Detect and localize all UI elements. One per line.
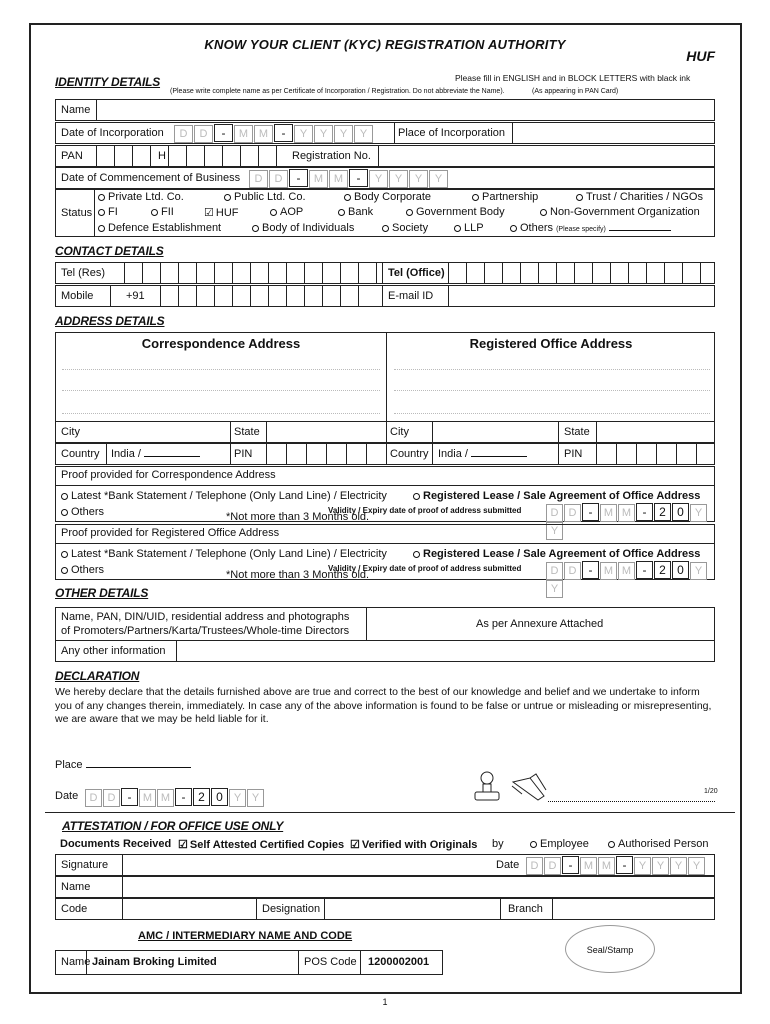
corr-state-label: State — [234, 426, 260, 438]
pan-fixed-char: H — [158, 150, 166, 162]
status-defence[interactable]: Defence Establishment — [98, 222, 221, 234]
seal-stamp: Seal/Stamp — [565, 925, 655, 973]
check-icon: ☑ — [350, 839, 360, 851]
country-row — [55, 443, 715, 465]
proof-reg-label: Proof provided for Registered Office Address — [61, 527, 280, 539]
regno-label: Registration No. — [292, 150, 371, 162]
declaration-date[interactable]: D D - M M - 2 0 Y Y — [85, 788, 265, 807]
reg-title: Registered Office Address — [469, 336, 633, 351]
name-label: Name — [61, 104, 91, 116]
signature-line[interactable] — [548, 801, 715, 802]
status-society[interactable]: Society — [382, 222, 428, 234]
proof-corr-date[interactable]: D D - M M - 2 0 YY — [546, 503, 714, 540]
check-icon: ☑ — [178, 839, 188, 851]
date-label: Date — [55, 790, 79, 802]
status-boi[interactable]: Body of Individuals — [252, 222, 354, 234]
email-label: E-mail ID — [388, 290, 434, 302]
att-name-row — [55, 876, 715, 898]
mobile-prefix: +91 — [126, 290, 145, 302]
tel-row — [55, 262, 715, 284]
status-llp[interactable]: LLP — [454, 222, 484, 234]
proof-corr-lease[interactable]: Registered Lease / Sale Agreement of Office Address — [413, 490, 700, 502]
reg-pin-label: PIN — [564, 448, 583, 460]
docb-date-field[interactable]: D D - M M - Y Y Y Y — [249, 169, 449, 188]
incorporation-row — [55, 122, 715, 144]
identity-note-pan: (As appearing in PAN Card) — [532, 88, 619, 95]
status-huf[interactable]: ☑ HUF — [204, 207, 239, 219]
att-date-label: Date — [496, 859, 520, 871]
docb-label: Date of Commencement of Business — [61, 172, 241, 184]
doi-date-field[interactable]: D D - M M - Y Y Y Y — [174, 124, 374, 143]
status-partnership[interactable]: Partnership — [472, 191, 538, 203]
verified-option[interactable]: ☑ Verified with Originals — [350, 839, 478, 851]
poi-field[interactable] — [512, 123, 715, 143]
att-branch-label: Branch — [508, 903, 543, 915]
att-code-label: Code — [61, 903, 88, 915]
proof-reg-date[interactable]: D D - M M - 2 0 YY — [546, 561, 714, 598]
att-signature-row — [55, 854, 715, 876]
status-others[interactable]: Others (Please specify) — [510, 222, 671, 234]
status-public[interactable]: Public Ltd. Co. — [224, 191, 306, 203]
status-fii[interactable]: FII — [151, 206, 174, 218]
proof-reg-note: *Not more than 3 Months old. — [226, 569, 370, 581]
signature-number: 1/20 — [704, 788, 718, 795]
annexure-text: As per Annexure Attached — [476, 618, 604, 630]
address-heading: ADDRESS DETAILS — [55, 314, 165, 328]
self-attested-option[interactable]: ☑ Self Attested Certified Copies — [178, 839, 345, 851]
pan-label: PAN — [61, 150, 83, 162]
status-fi[interactable]: FI — [98, 206, 118, 218]
poi-label: Place of Incorporation — [398, 127, 506, 139]
form-type: HUF — [686, 48, 715, 64]
corr-pin-label: PIN — [234, 448, 253, 460]
promoters-label-2: of Promoters/Partners/Karta/Trustees/Whole-time Directors — [61, 625, 350, 637]
other-heading: OTHER DETAILS — [55, 586, 149, 600]
reg-state-label: State — [564, 426, 590, 438]
corr-city-label: City — [61, 426, 80, 438]
stamp-icon — [472, 770, 502, 804]
status-label: Status — [61, 207, 93, 219]
any-other-label: Any other information — [61, 645, 166, 657]
mobile-row — [55, 285, 715, 307]
reg-city-label: City — [390, 426, 409, 438]
page-number: 1 — [382, 997, 388, 1007]
proof-corr-others[interactable]: Others — [61, 506, 104, 518]
att-designation-label: Designation — [262, 903, 321, 915]
form-title: KNOW YOUR CLIENT (KYC) REGISTRATION AUTHORITY — [204, 37, 566, 52]
reg-country-value[interactable]: India / — [438, 448, 527, 460]
commencement-row — [55, 167, 715, 189]
corr-country-value[interactable]: India / — [111, 448, 200, 460]
place-field[interactable]: Place — [55, 759, 191, 771]
proof-corr-note: *Not more than 3 Months old. — [226, 511, 370, 523]
att-code-row — [55, 898, 715, 920]
sign-pen-icon — [510, 772, 548, 802]
employee-option[interactable]: Employee — [530, 838, 589, 850]
any-other-field[interactable] — [176, 641, 715, 661]
regno-field[interactable] — [378, 146, 715, 166]
attestation-heading: ATTESTATION / FOR OFFICE USE ONLY — [62, 819, 284, 833]
tel-res-label: Tel (Res) — [61, 267, 106, 279]
contact-heading: CONTACT DETAILS — [55, 244, 164, 258]
proof-reg-bank[interactable]: Latest *Bank Statement / Telephone (Only Land Line) / Electricity — [61, 548, 387, 560]
status-ngo[interactable]: Non-Government Organization — [540, 206, 700, 218]
declaration-text: We hereby declare that the details furnished above are true and correct to the best of our knowledge and belief and we undertake to inform you of any changes therein, immediately. In case any of the above information is found to be false or untrue or misleading or misrepresenting, we are aware that we may be held liable for it. — [55, 686, 712, 725]
pan-row — [55, 145, 715, 167]
email-field[interactable] — [448, 286, 715, 306]
authorised-option[interactable]: Authorised Person — [608, 838, 709, 850]
name-field[interactable] — [96, 100, 715, 120]
amc-name-value: Jainam Broking Limited — [92, 956, 217, 968]
by-label: by — [492, 838, 504, 850]
tel-office-label: Tel (Office) — [388, 267, 445, 279]
status-body-corporate[interactable]: Body Corporate — [344, 191, 431, 203]
att-name-field[interactable] — [122, 877, 715, 897]
proof-corr-bank[interactable]: Latest *Bank Statement / Telephone (Only Land Line) / Electricity — [61, 490, 387, 502]
proof-reg-others[interactable]: Others — [61, 564, 104, 576]
name-row — [55, 99, 715, 121]
docs-received-label: Documents Received — [60, 838, 172, 850]
any-other-row — [55, 640, 715, 662]
amc-heading: AMC / INTERMEDIARY NAME AND CODE — [138, 930, 353, 942]
identity-heading: IDENTITY DETAILS — [55, 75, 161, 89]
att-date-field[interactable]: D D - M M - Y Y Y Y — [526, 856, 706, 875]
status-govt[interactable]: Government Body — [406, 206, 505, 218]
promoters-row — [55, 607, 715, 641]
instruction: Please fill in ENGLISH and in BLOCK LETTERS with black ink — [455, 73, 691, 83]
corr-title: Correspondence Address — [141, 336, 301, 351]
amc-pos-value: 1200002001 — [368, 956, 430, 968]
corr-country-label: Country — [61, 448, 100, 460]
declaration-heading: DECLARATION — [55, 669, 140, 683]
status-bank[interactable]: Bank — [338, 206, 373, 218]
identity-note: (Please write complete name as per Certificate of Incorporation / Registration. Do not abbreviate the Name). — [170, 88, 505, 95]
proof-corr-validity: Validity / Expiry date of proof of address submitted — [328, 506, 522, 515]
check-icon: ☑ — [204, 207, 214, 219]
attestation-divider — [45, 812, 735, 813]
status-private[interactable]: Private Ltd. Co. — [98, 191, 184, 203]
att-name-label: Name — [61, 881, 91, 893]
address-box — [55, 332, 715, 422]
status-row — [55, 189, 715, 237]
mobile-label: Mobile — [61, 290, 94, 302]
proof-corr-label: Proof provided for Correspondence Address — [61, 469, 276, 481]
promoters-label: Name, PAN, DIN/UID, residential address and photographs — [61, 611, 350, 623]
proof-reg-validity: Validity / Expiry date of proof of address submitted — [328, 564, 522, 573]
amc-name-label: Name — [61, 956, 91, 968]
proof-reg-lease[interactable]: Registered Lease / Sale Agreement of Office Address — [413, 548, 700, 560]
status-aop[interactable]: AOP — [270, 206, 303, 218]
status-trust[interactable]: Trust / Charities / NGOs — [576, 191, 703, 203]
reg-country-label: Country — [390, 448, 429, 460]
att-signature-label: Signature — [61, 859, 109, 871]
amc-row — [55, 950, 443, 975]
amc-pos-label: POS Code — [304, 956, 357, 968]
doi-label: Date of Incorporation — [61, 127, 164, 139]
city-row — [55, 421, 715, 443]
